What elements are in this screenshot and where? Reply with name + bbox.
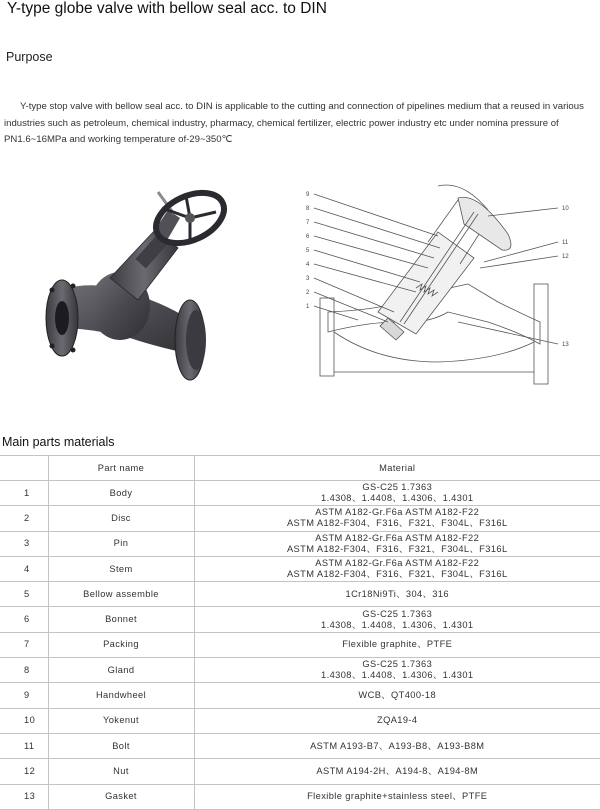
material-line: ASTM A182-Gr.F6a ASTM A182-F22 bbox=[195, 507, 600, 518]
part-number: 2 bbox=[0, 506, 48, 531]
valve-photo bbox=[40, 178, 240, 388]
callout-4: 4 bbox=[306, 262, 310, 268]
part-name: Body bbox=[48, 481, 194, 506]
part-number: 4 bbox=[0, 556, 48, 581]
part-name: Handwheel bbox=[48, 683, 194, 708]
part-name: Pin bbox=[48, 531, 194, 556]
table-row bbox=[0, 658, 600, 683]
callout-6: 6 bbox=[306, 234, 310, 240]
callout-11: 11 bbox=[562, 240, 569, 246]
material-line: 1Cr18Ni9Ti、304、316 bbox=[195, 589, 600, 600]
part-number: 6 bbox=[0, 607, 48, 632]
callout-7: 7 bbox=[306, 220, 310, 226]
valve-section-drawing bbox=[288, 172, 594, 400]
part-number: 13 bbox=[0, 784, 48, 809]
material-line: ASTM A182-F304、F316、F321、F304L、F316L bbox=[195, 569, 600, 580]
part-name: Yokenut bbox=[48, 708, 194, 733]
table-row bbox=[0, 481, 600, 506]
parts-heading: Main parts materials bbox=[2, 435, 115, 449]
table-row bbox=[0, 632, 600, 657]
callout-2: 2 bbox=[306, 290, 310, 296]
part-number: 5 bbox=[0, 582, 48, 607]
part-name: Disc bbox=[48, 506, 194, 531]
part-number: 8 bbox=[0, 658, 48, 683]
part-number: 1 bbox=[0, 481, 48, 506]
callout-1: 1 bbox=[306, 304, 310, 310]
part-material bbox=[194, 708, 600, 733]
part-material bbox=[194, 759, 600, 784]
column-header-material: Material bbox=[194, 456, 600, 481]
table-row bbox=[0, 683, 600, 708]
part-number: 11 bbox=[0, 733, 48, 758]
purpose-text: Y-type stop valve with bellow seal acc. to DIN is applicable to the cutting and connection of pipelines medium that a reused in various industries such as petroleum, chemical industry, pharmacy, chemical fertilizer, electric power industry etc under nomina pressure of PN1.6~16MPa and working temperature of-29~350℃ bbox=[4, 99, 598, 149]
table-row bbox=[0, 582, 600, 607]
part-number: 3 bbox=[0, 531, 48, 556]
table-row bbox=[0, 759, 600, 784]
part-number: 7 bbox=[0, 632, 48, 657]
part-material bbox=[194, 658, 600, 683]
part-name: Bolt bbox=[48, 733, 194, 758]
part-material bbox=[194, 531, 600, 556]
column-header-part-name: Part name bbox=[48, 456, 194, 481]
material-line: ASTM A194-2H、A194-8、A194-8M bbox=[195, 766, 600, 777]
table-row bbox=[0, 733, 600, 758]
callout-13: 13 bbox=[562, 342, 569, 348]
part-material bbox=[194, 556, 600, 581]
material-line: 1.4308、1.4408、1.4306、1.4301 bbox=[195, 670, 600, 681]
part-material bbox=[194, 481, 600, 506]
part-number: 12 bbox=[0, 759, 48, 784]
material-line: GS-C25 1.7363 bbox=[195, 659, 600, 670]
material-line: GS-C25 1.7363 bbox=[195, 482, 600, 493]
part-name: Nut bbox=[48, 759, 194, 784]
part-name: Gasket bbox=[48, 784, 194, 809]
material-line: ASTM A182-F304、F316、F321、F304L、F316L bbox=[195, 518, 600, 529]
callout-8: 8 bbox=[306, 206, 310, 212]
part-name: Packing bbox=[48, 632, 194, 657]
material-line: 1.4308、1.4408、1.4306、1.4301 bbox=[195, 493, 600, 504]
material-line: Flexible graphite+stainless steel、PTFE bbox=[195, 791, 600, 802]
table-row bbox=[0, 556, 600, 581]
part-material bbox=[194, 607, 600, 632]
part-material bbox=[194, 506, 600, 531]
material-line: ASTM A182-Gr.F6a ASTM A182-F22 bbox=[195, 533, 600, 544]
callout-12: 12 bbox=[562, 254, 569, 260]
part-name: Bonnet bbox=[48, 607, 194, 632]
material-line: WCB、QT400-18 bbox=[195, 690, 600, 701]
table-row bbox=[0, 506, 600, 531]
callout-10: 10 bbox=[562, 206, 569, 212]
table-header-row bbox=[0, 456, 600, 481]
part-name: Gland bbox=[48, 658, 194, 683]
part-name: Bellow assemble bbox=[48, 582, 194, 607]
part-name: Stem bbox=[48, 556, 194, 581]
parts-table bbox=[0, 455, 600, 810]
material-line: ASTM A182-F304、F316、F321、F304L、F316L bbox=[195, 544, 600, 555]
material-line: ASTM A193-B7、A193-B8、A193-B8M bbox=[195, 741, 600, 752]
page-title: Y-type globe valve with bellow seal acc. to DIN bbox=[7, 0, 327, 18]
column-header-no bbox=[0, 456, 48, 481]
part-material bbox=[194, 632, 600, 657]
callout-9: 9 bbox=[306, 192, 310, 198]
material-line: Flexible graphite、PTFE bbox=[195, 639, 600, 650]
callout-5: 5 bbox=[306, 248, 310, 254]
part-material bbox=[194, 683, 600, 708]
material-line: ZQA19-4 bbox=[195, 715, 600, 726]
part-material bbox=[194, 733, 600, 758]
callout-3: 3 bbox=[306, 276, 310, 282]
part-number: 9 bbox=[0, 683, 48, 708]
table-row bbox=[0, 531, 600, 556]
material-line: 1.4308、1.4408、1.4306、1.4301 bbox=[195, 620, 600, 631]
material-line: ASTM A182-Gr.F6a ASTM A182-F22 bbox=[195, 558, 600, 569]
part-material bbox=[194, 582, 600, 607]
purpose-heading: Purpose bbox=[6, 50, 53, 64]
part-number: 10 bbox=[0, 708, 48, 733]
table-row bbox=[0, 708, 600, 733]
table-row bbox=[0, 607, 600, 632]
material-line: GS-C25 1.7363 bbox=[195, 609, 600, 620]
